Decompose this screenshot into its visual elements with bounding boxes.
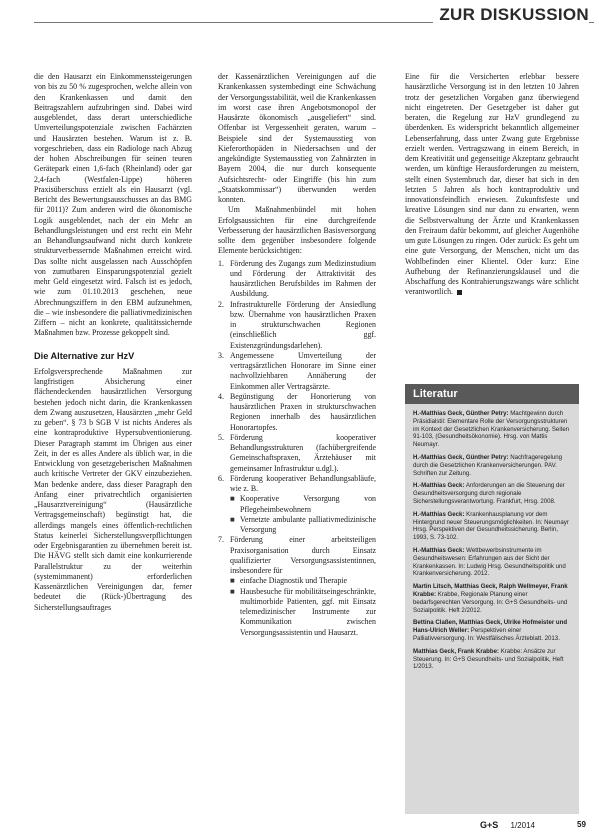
sub-list-item-text: Hausbesuche für mobilitätseingeschränkte, multimorbide Patienten, ggf. mit Einsatz telemedizinischer Instrumente zur Kommunikation zwischen Versorgungsassistentin und Hausarzt. — [240, 586, 376, 637]
list-item — [218, 300, 376, 351]
page-number: 59 — [577, 820, 586, 829]
section-title: ZUR DISKUSSION — [433, 5, 589, 25]
list-item-text: Begünstigung der Honorierung von hausärztlichen Praxen in strukturschwachen Regionen innerhalb des hausärztlichen Honorartopfes. — [230, 391, 376, 432]
literature-authors: H.-Matthias Geck: — [413, 482, 465, 490]
end-of-article-icon — [457, 290, 462, 295]
text-column-2 — [218, 72, 376, 638]
literature-authors: H.-Matthias Geck, Günther Petry: — [413, 453, 509, 461]
literature-text: Perspektiven einer Palliativversorgung. In: Westfälisches Ärzteblatt. 2013. — [413, 627, 560, 642]
square-bullet-icon: ■ — [230, 576, 235, 586]
square-bullet-icon: ■ — [230, 514, 235, 524]
literature-entry — [413, 547, 572, 578]
list-item-text: Angemessene Umverteilung der vertragsärztlichen Honorare im Sinne einer nachvollziehbaren Annäherung der Einkommen aller Vertragsärzte. — [230, 350, 376, 391]
issue-number: 1/2014 — [510, 821, 535, 830]
literature-authors: H.-Matthias Geck: — [413, 546, 465, 554]
list-number: 2. — [218, 299, 224, 309]
sub-list-item-text: einfache Diagnostik und Therapie — [240, 576, 347, 586]
literature-text: Krabbe: Ansätze zur Steuerung. In: G+S Gesundheits- und Sozialpolitik, Heft 1/2013. — [413, 647, 564, 671]
literature-entry — [413, 583, 572, 614]
sub-list-item — [230, 587, 376, 638]
list-item — [218, 392, 376, 433]
literature-authors: Bettina Claßen, Matthias Geck, Ulrike Hofmeister und Hans-Ulrich Weller: — [413, 619, 568, 635]
paragraph: der Kassenärztlichen Vereinigungen auf die Krankenkassen systembedingt eine Schwächung der Versorgungsstabilität, weil die Krankenkassen im worst case ihren Angebotsmonopol der Hausärzte ökonomisch „ausgeliefert“ sind. Offenbar ist Vergessenheit geraten, warum – Beispiele sind der Systemausstieg von Kieferorthopäden in Niedersachsen und der angekündigte Systemausstieg von Zahnärzten in Bayern 2004, die nur durch konsequente Aufsichtsrecht- oder Eingriffe (bis hin zum „Staatskommissar“) überwunden werden konnten. — [218, 72, 376, 204]
list-number: 1. — [218, 258, 224, 268]
list-number: 6. — [218, 473, 224, 483]
literature-entry — [413, 482, 572, 505]
list-number: 4. — [218, 391, 224, 401]
sub-list-item — [230, 494, 376, 515]
literature-entry — [413, 511, 572, 542]
list-item — [218, 259, 376, 300]
section-heading: Die Alternative zur HzV — [34, 350, 135, 361]
list-item-text: Förderung kooperativer Behandlungsstrukturen (fachübergreifende Gemeinschaftspraxen, Ärztehäuser mit gemeinsamer Infrastruktur u.dgl.). — [230, 432, 376, 473]
list-item — [218, 433, 376, 474]
text-column-1 — [34, 72, 192, 613]
literature-text: Wettbewerbsinstrumente im Gesundheitswesen: Erfahrungen aus der Sicht der Krankenkassen. In: Ludwig Hrsg. Gesundheitspolitik und Krankenversicherung. 2012. — [413, 546, 566, 578]
literature-authors: H.-Matthias Geck, Günther Petry: — [413, 410, 509, 417]
literature-entry — [413, 648, 572, 671]
literature-text: Anforderungen an die Steuerung der Gesundheitsversorgung durch regionale Sicherstellungsverantwortung. Frankfurt, Hrsg. 2008. — [413, 482, 565, 505]
journal-brand: G+S — [480, 820, 499, 830]
literature-text: Krankenhausplanung vor dem Hintergrund neuer Steuerungsmöglichkeiten. In: Neumayr Hrsg. Perspektiven der Gesundheitssicherung. Berlin, 1993, S. 73-102. — [413, 510, 569, 542]
sub-list — [230, 494, 376, 535]
sub-list-item-text: Kooperative Versorgung von Pflegeheimbewohnern — [240, 494, 376, 514]
list-item-text: Infrastrukturelle Förderung der Ansiedlung bzw. Übernahme von hausärztlichen Praxen in strukturschwachen Regionen (einschließlich ggf. Existenzgründungsdarlehen). — [230, 299, 376, 350]
list-item-text: Förderung einer arbeitsteiligen Praxisorganisation durch Einsatz qualifizierter Versorgungsassistentinnen, insbesondere für — [230, 535, 376, 575]
literature-authors: Martin Litsch, Matthias Geck, Ralph Wellmeyer, Frank Krabbe: — [413, 583, 568, 598]
literature-text: Machtgewinn durch Präsidialstil: Elementare Rolle der Versorgungsstrukturen im Kontext der Gesetzlichen Krankenversicherung. Seiten 91-103, (Gesundheitsökonomie). Hrsg. von Mattis Neumayr. — [413, 410, 570, 449]
literature-list — [405, 404, 579, 671]
sub-list-item-text: Vernetzte ambulante palliativmedizinische Versorgung — [240, 514, 376, 534]
list-item-text: Förderung des Zugangs zum Medizinstudium und Förderung der Attraktivität des hausärztlichen Berufsbildes im Rahmen der Ausbildung. — [230, 258, 376, 299]
square-bullet-icon: ■ — [230, 586, 235, 596]
sub-list-item — [230, 515, 376, 536]
list-item — [218, 351, 376, 392]
paragraph: Um Maßnahmenbündel mit hohen Erfolgsaussichten für eine durchgreifende Verbesserung der hausärztlichen Basisversorgung sollte dem gegenüber insbesondere folgende Elemente berücksichtigen: — [218, 205, 376, 256]
list-item — [218, 474, 376, 536]
list-item-text: Förderung kooperativer Behandlungsabläufe, wie z. B. — [230, 473, 376, 493]
literature-entry — [413, 619, 572, 642]
literature-text: Nachfrageregelung durch die Gesetzlichen Krankenversicherungen. PAV. Schriften zur Zeitung. — [413, 453, 563, 477]
paragraph — [405, 72, 579, 298]
sub-list-item — [230, 576, 376, 586]
literature-authors: H.-Matthias Geck: — [413, 510, 465, 518]
paragraph: die den Hausarzt ein Einkommenssteigerungen von bis zu 50 % zugesprochen, welche allein von den Krankenkassen und damit den Beitragszahlern aufzubringen sind. Dabei wird ausgeblendet, dass derart unterschiedliche Umverteilungspotenziale zwischen Fachärzten und Hausärzten bestehen. Warum ist z. B. vorgeschrieben, dass ein Radiologe nach Abzug der hohen Abschreibungen für seinen teuren Gerätepark einen 1,6-fach (Rheinland) oder gar 2,4-fach (Westfalen-Lippe) höheren Praxisüberschuss erzielt als ein Hausarzt (vgl. Bericht des Bewertungsausschusses an das BMG für 2011)? Zum anderen wird die ökonomische Logik ausgeblendet, nach der ein Mehr an Behandlungsleistungen und erst recht ein Mehr an Behandlungsaufwand nicht durch konkrete strukturverbessernde Maßnahmen erreicht wird. Das sollte nicht ausgelassen nach Ausschöpfen von zumutbaren Einsparungspotenzial gezielt mehr Geld eingesetzt wird. Falsch ist es jedoch, wie zum 01.10.2013 geschehen, neue Abrechnungsziffern in den EBM aufzunehmen, die – wie insbesondere die palliativmedizinischen Ziffern – nicht an konkrete, qualitätssichernde Maßnahmen bzw. Prozesse gekoppelt sind. — [34, 72, 192, 338]
paragraph-text: Eine für die Versicherten erlebbar bessere hausärztliche Versorgung ist in den letzten 10 Jahren trotz der gesetzlichen Vorgaben ganz überwiegend nicht eingetreten. Der Gesetzgeber ist daher gut beraten, die Regelung zur HzV grundlegend zu überdenken. Es widerspricht bekanntlich allgemeiner Lebenserfahrung, dass unter Zwang gute Ergebnisse erzielt werden. Vertragszwang in einem Bereich, in dem Kreativität und gegenseitige Akzeptanz gebraucht werden, um künftige Herausforderungen zu meistern, stellt einen Systembruch dar, dieser hat sich in den letzten 5 Jahren als hoch kontraproduktiv und innovationsfeindlich erwiesen. Zukunftsfeste und kreative Lösungen sind nur dann zu erwarten, wenn die Selbstverwaltung der Ärzte und Krankenkassen den Freiraum dafür bekommt, auf gleicher Augenhöhe um gute Lösungen zu ringen. Oder zurück: Es geht um eine gute Versorgung, der Menschen, nicht um das Wohlbefinden einer Klientel. Oder kurz: Eine Aufhebung der Refinanzierungsklausel und die Abschaffung des Kontrahierungszwangs wäre schlicht verantwortlich. — [405, 72, 579, 297]
literature-text: Krabbe, Regionale Planung einer bedarfsgerechten Versorgung. In: G+S Gesundheits- und Sozialpolitik. Heft 2/2012. — [413, 590, 568, 614]
literature-heading: Literatur — [405, 384, 579, 404]
square-bullet-icon: ■ — [230, 494, 235, 504]
list-number: 5. — [218, 432, 224, 442]
list-number: 3. — [218, 350, 224, 360]
measures-list — [218, 259, 376, 638]
text-column-3 — [405, 72, 579, 298]
journal-footer — [480, 820, 535, 830]
literature-entry — [413, 454, 572, 477]
literature-entry — [413, 410, 572, 449]
literature-box — [405, 384, 579, 814]
paragraph: Erfolgsversprechende Maßnahmen zur langfristigen Absicherung einer flächendeckenden hausärztlichen Versorgung bestehen jedoch nicht darin, die Krankenkassen dem Zwang auszusetzen, Hausärzten „mehr Geld zu geben“. § 73 b SGB V ist nichts Anderes als eine kontraproduktive Hypersubventionierung. Dieser Paragraph stammt im Übrigen aus einer Zeit, in der es alles Andere als üblich war, in die Entwicklung von gesetzgeberischen Maßnahmen auch kritische Vertreter der GKV einzubeziehen. Man bedenke andere, dass dieser Paragraph den Anfang einer privatrechtlich organisierten „Hausarztvereinigung“ (Hausärztliche Vertragsgemeinschaft) begünstigt hat, die allerdings mangels eines öffentlich-rechtlichen Status keinerlei Sicherstellungsverpflichtungen oder Ergebnisgarantien zu übernehmen bereit ist. Die HÄVG stellt sich damit eine konkurrierende Parallelstruktur zu der weiterhin (systemimmanent) erforderlichen Kassenärztlichen Vereinigungen dar, ferner bedeutet die (Rück-)Übertragung des Sicherstellungsauftrages — [34, 366, 192, 612]
sub-list — [230, 576, 376, 638]
list-item — [218, 535, 376, 638]
literature-authors: Matthias Geck, Frank Krabbe: — [413, 647, 500, 655]
list-number: 7. — [218, 535, 224, 545]
